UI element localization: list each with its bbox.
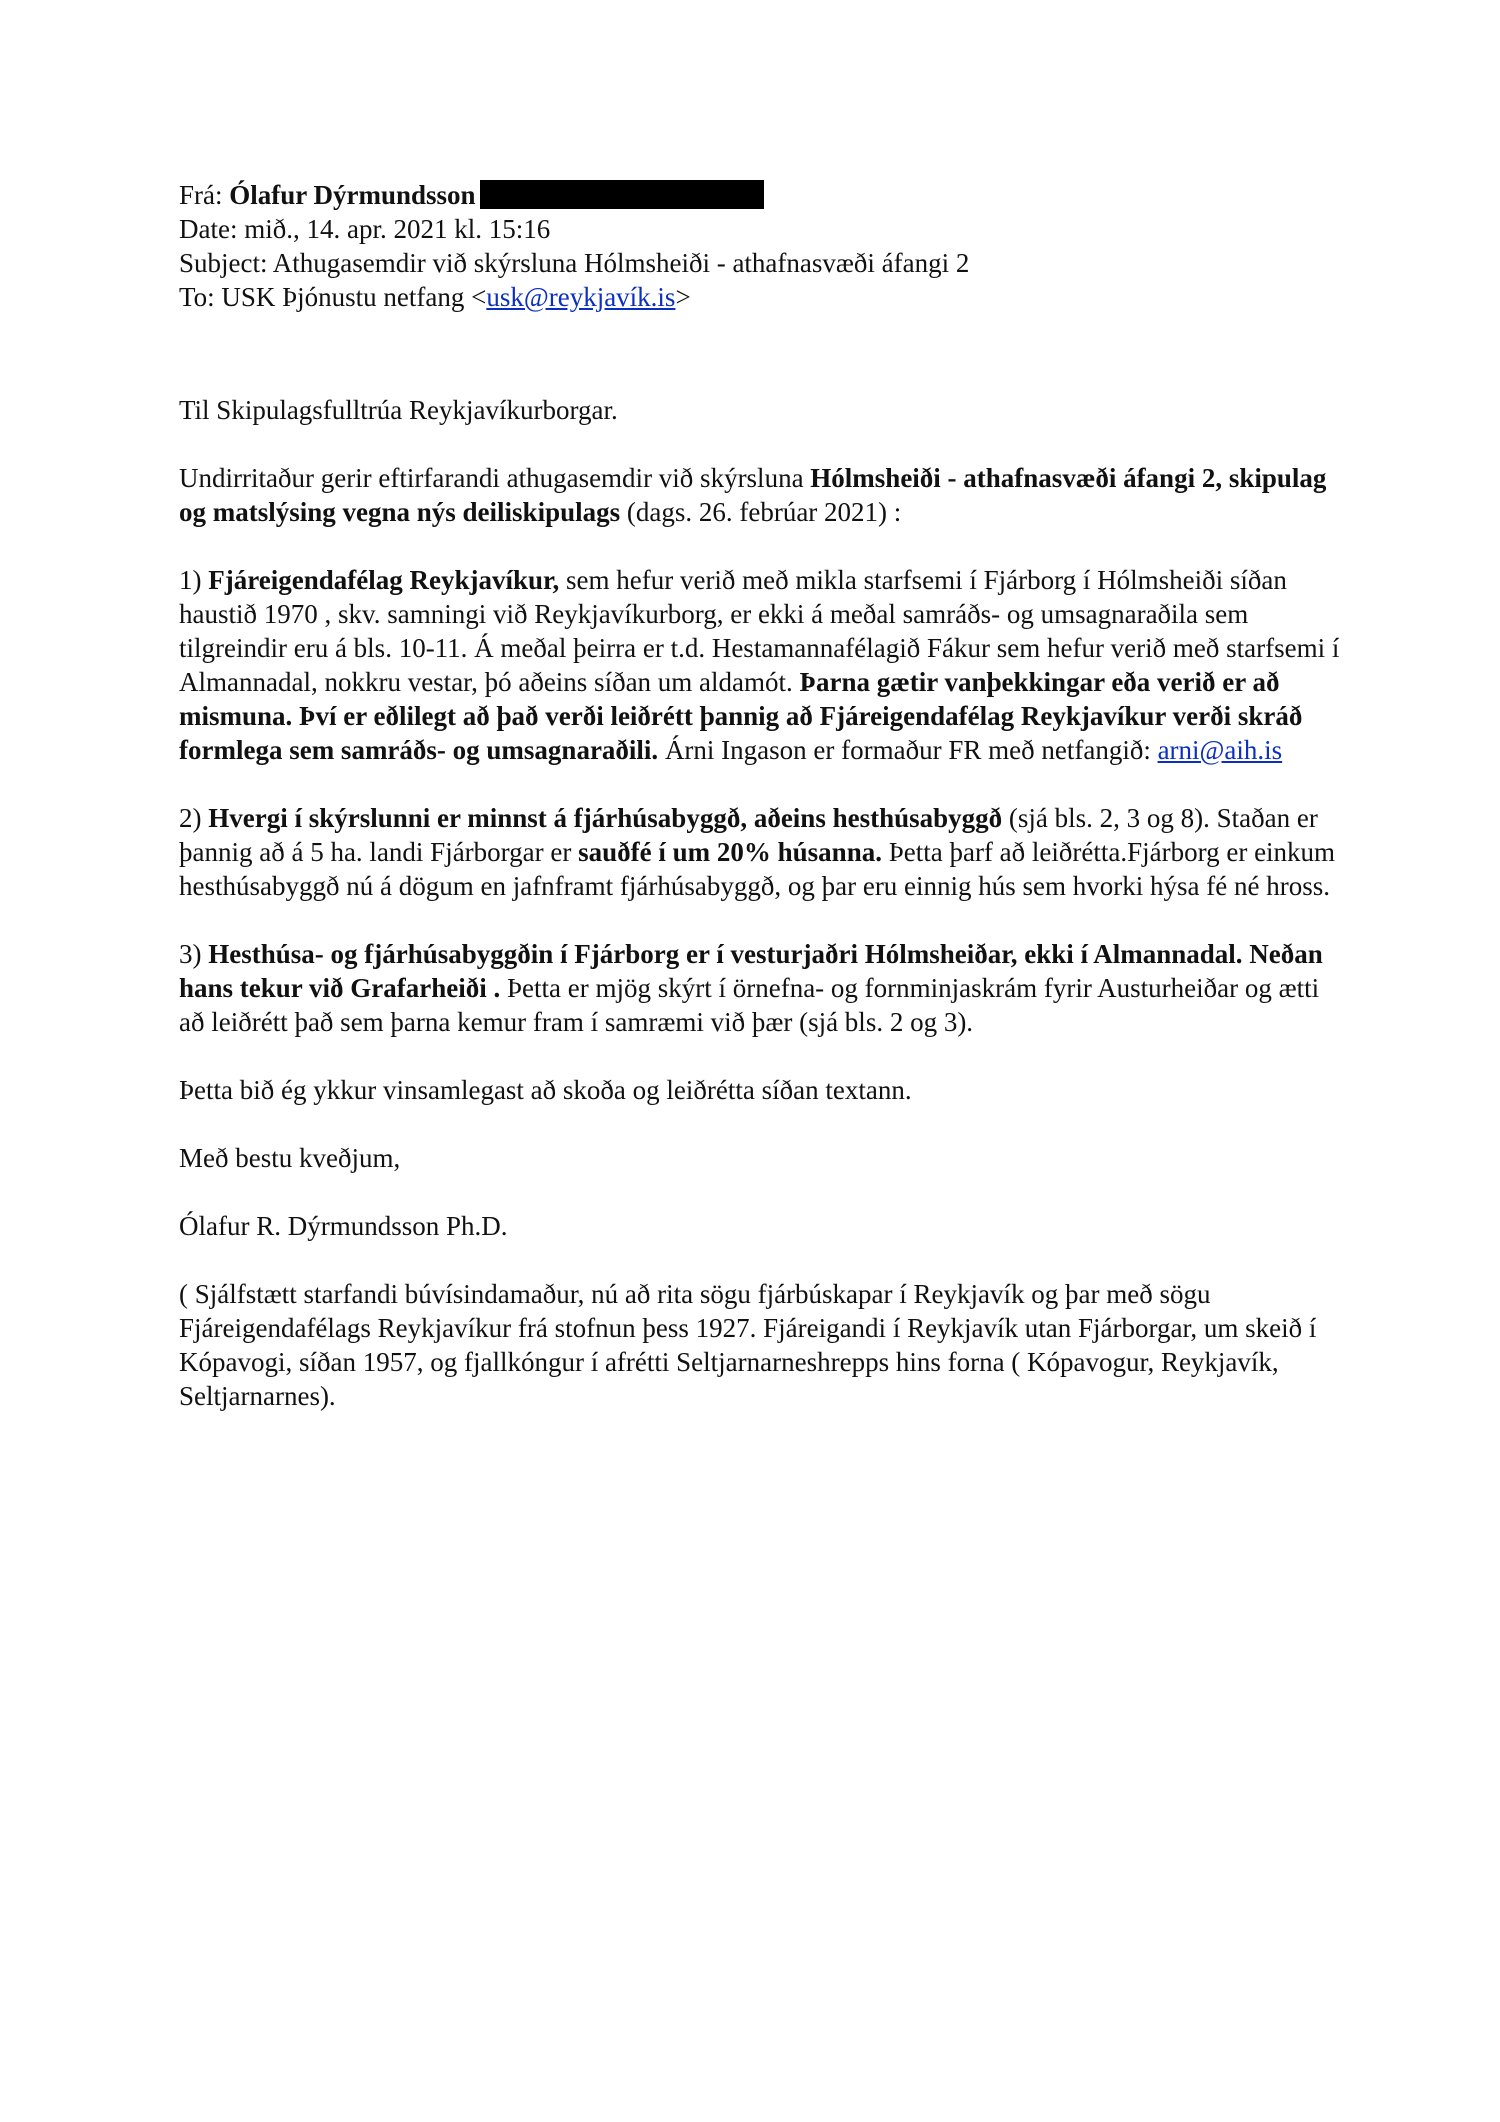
email-document xyxy=(179,178,1349,1413)
signature: Ólafur R. Dýrmundsson Ph.D. xyxy=(179,1211,508,1241)
point-3-number: 3) xyxy=(179,939,209,969)
request-paragraph: Þetta bið ég ykkur vinsamlegast að skoða og leiðrétta síðan textann. xyxy=(179,1075,912,1105)
intro-text: Undirritaður gerir eftirfarandi athugasemdir við skýrsluna xyxy=(179,463,811,493)
point-2-text-end: Þetta þarf að leiðrétta.Fjárborg er einkum hesthúsabyggð nú á dögum en jafnframt fjárhúsabyggð, og þar eru einnig hús sem hvorki hýsa fé né hross. xyxy=(179,837,1336,901)
point-3-heading: Hesthúsa- og fjárhúsabyggðin í Fjárborg er í vesturjaðri Hólmsheiðar, ekki í Almannadal. Neðan hans tekur við Grafarheiði . xyxy=(179,939,1323,1003)
subject-line: Subject: Athugasemdir við skýrsluna Hólmsheiði - athafnasvæði áfangi 2 xyxy=(179,248,970,278)
point-2-heading: Hvergi í skýrslunni er minnst á fjárhúsabyggð, aðeins hesthúsabyggð xyxy=(208,803,1003,833)
to-suffix: > xyxy=(675,282,691,312)
point-1-emphasis: Þarna gætir vanþekkingar eða verið er að mismuna. Því er eðlilegt að það verði leiðrétt þannig að Fjáreigendafélag Reykjavíkur verði skráð formlega sem samráðs- og umsagnaraðili. xyxy=(179,667,1303,765)
point-2-emphasis: sauðfé í um 20% húsanna. xyxy=(578,837,882,867)
point-2-number: 2) xyxy=(179,803,209,833)
intro-date: (dags. 26. febrúar 2021) : xyxy=(620,497,902,527)
point-1-paragraph xyxy=(179,563,1349,767)
point-2-paragraph xyxy=(179,801,1349,903)
point-3-text: Þetta er mjög skýrt í örnefna- og fornminjaskrám fyrir Austurheiðar og ætti að leiðrétt það sem þarna kemur fram í samræmi við þær (sjá bls. 2 og 3). xyxy=(179,973,1320,1037)
intro-report-title: Hólmsheiði - athafnasvæði áfangi 2, skipulag og matslýsing vegna nýs deiliskipulags xyxy=(179,463,1327,527)
to-email-link[interactable]: usk@reykjavík.is xyxy=(486,282,676,312)
intro-paragraph xyxy=(179,461,1349,529)
point-1-number: 1) xyxy=(179,565,209,595)
email-header xyxy=(179,178,1349,314)
to-line xyxy=(179,280,1349,314)
from-name: Ólafur Dýrmundsson xyxy=(229,180,476,210)
greeting: Til Skipulagsfulltrúa Reykjavíkurborgar. xyxy=(179,395,618,425)
date-line: Date: mið., 14. apr. 2021 kl. 15:16 xyxy=(179,214,551,244)
redacted-email-block xyxy=(480,180,764,209)
point-1-contact-text: Árni Ingason er formaður FR með netfangið: xyxy=(658,735,1158,765)
point-1-heading: Fjáreigendafélag Reykjavíkur, xyxy=(208,565,560,595)
contact-email-link[interactable]: arni@aih.is xyxy=(1157,735,1283,765)
to-prefix: To: USK Þjónustu netfang < xyxy=(179,282,487,312)
point-2-text: (sjá bls. 2, 3 og 8). Staðan er þannig að á 5 ha. landi Fjárborgar er xyxy=(179,803,1318,867)
point-3-paragraph xyxy=(179,937,1349,1039)
from-line xyxy=(179,178,1349,212)
closing: Með bestu kveðjum, xyxy=(179,1143,401,1173)
point-1-text: sem hefur verið með mikla starfsemi í Fjárborg í Hólmsheiði síðan haustið 1970 , skv. samningi við Reykjavíkurborg, er ekki á meðal samráðs- og umsagnaraðila sem tilgreindir eru á bls. 10-11. Á meðal þeirra er t.d. Hestamannafélagið Fákur sem hefur verið með starfsemi í Almannadal, nokkru vestar, þó aðeins síðan um aldamót. xyxy=(179,565,1340,697)
footnote-paragraph: ( Sjálfstætt starfandi búvísindamaður, nú að rita sögu fjárbúskapar í Reykjavík og þar með sögu Fjáreigendafélags Reykjavíkur frá stofnun þess 1927. Fjáreigandi í Reykjavík utan Fjárborgar, um skeið í Kópavogi, síðan 1957, og fjallkóngur í afrétti Seltjarnarneshrepps hins forna ( Kópavogur, Reykjavík, Seltjarnarnes). xyxy=(179,1279,1317,1411)
from-label: Frá: xyxy=(179,180,223,210)
